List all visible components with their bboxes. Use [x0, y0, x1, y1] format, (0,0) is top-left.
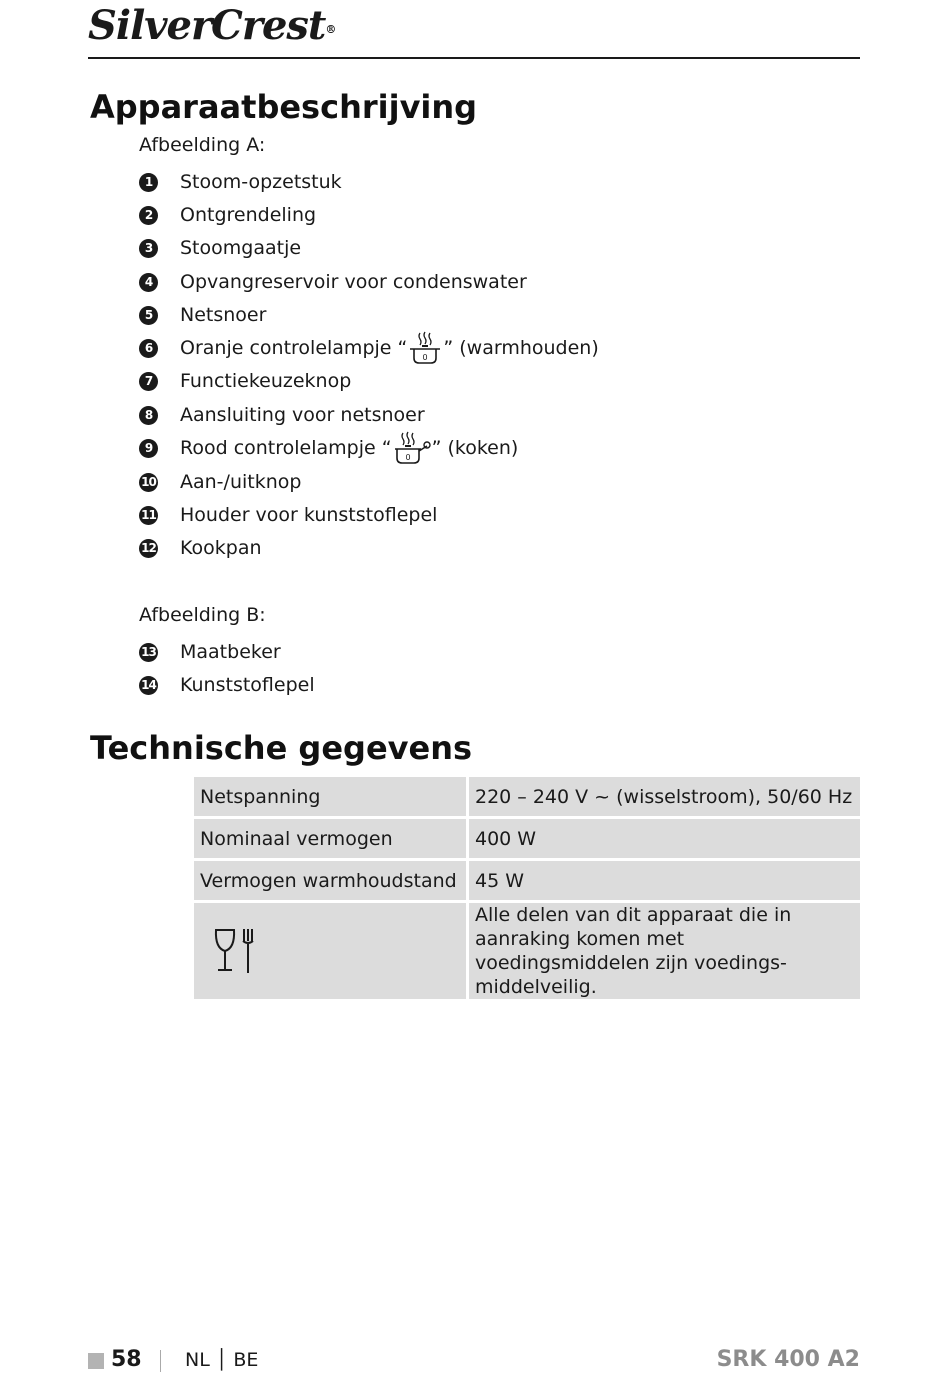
item-number: 11 [139, 506, 158, 525]
list-item [139, 502, 438, 528]
item-number: 14 [139, 676, 158, 695]
list-item [139, 402, 425, 428]
brand-logo: SilverCrest® [88, 2, 336, 49]
section-title-specs: Technische gegevens [90, 729, 473, 767]
table-row [194, 819, 860, 861]
page-square-icon [88, 1353, 104, 1369]
list-item [139, 672, 315, 698]
food-safe-cell [194, 903, 469, 999]
item-number: 6 [139, 339, 158, 358]
item-number: 2 [139, 206, 158, 225]
table-row [194, 777, 860, 819]
svg-text:0: 0 [405, 453, 411, 462]
item-label: Functiekeuzeknop [180, 370, 352, 392]
item-number: 8 [139, 406, 158, 425]
item-number: 1 [139, 173, 158, 192]
item-number: 13 [139, 643, 158, 662]
item-label: Maatbeker [180, 641, 281, 663]
list-item [139, 269, 527, 295]
model-number: SRK 400 A2 [716, 1347, 860, 1372]
list-item [139, 535, 262, 561]
list-item [139, 435, 519, 462]
item-number: 12 [139, 539, 158, 558]
list-item [139, 469, 302, 495]
list-item [139, 335, 599, 362]
figure-b-label: Afbeelding B: [139, 604, 266, 626]
item-number: 10 [139, 473, 158, 492]
food-safe-text: Alle delen van dit apparaat die in aanraking komen met voedingsmiddelen zijn voedings-middelveilig. [469, 903, 860, 999]
glass-fork-food-safe-icon [212, 926, 258, 976]
item-number: 5 [139, 306, 158, 325]
keep-warm-pot-icon [407, 331, 443, 365]
spec-key: Nominaal vermogen [194, 819, 469, 861]
list-item [139, 169, 342, 195]
page-number: 58 [111, 1347, 142, 1372]
spec-table [194, 777, 860, 999]
item-label: Netsnoer [180, 304, 267, 326]
item-label: Aansluiting voor netsnoer [180, 404, 425, 426]
page-footer [88, 1346, 860, 1376]
table-row [194, 903, 860, 999]
figure-a-label: Afbeelding A: [139, 134, 266, 156]
table-row [194, 861, 860, 903]
list-item [139, 639, 281, 665]
item-label: Stoomgaatje [180, 237, 302, 259]
spec-value: 400 W [469, 819, 860, 861]
list-item [139, 368, 352, 394]
footer-divider [160, 1350, 161, 1372]
item-label: Oranje controlelampje “ 0 ” (warmhouden) [180, 331, 599, 365]
list-item [139, 235, 302, 261]
item-number: 9 [139, 439, 158, 458]
list-item [139, 302, 267, 328]
section-title-description: Apparaatbeschrijving [90, 88, 478, 126]
spec-key: Vermogen warmhoudstand [194, 861, 469, 903]
spec-value: 45 W [469, 861, 860, 903]
item-label: Aan-/uitknop [180, 471, 302, 493]
spec-key: Netspanning [194, 777, 469, 819]
item-label: Stoom-opzetstuk [180, 171, 342, 193]
item-label: Kookpan [180, 537, 262, 559]
item-number: 4 [139, 273, 158, 292]
item-label: Kunststoflepel [180, 674, 315, 696]
cooking-pot-icon [392, 431, 432, 465]
language-label: NL │ BE [185, 1349, 259, 1371]
header-rule [88, 57, 860, 59]
item-number: 3 [139, 239, 158, 258]
item-label: Opvangreservoir voor condenswater [180, 271, 527, 293]
item-label: Rood controlelampje “ 0 ” (koken) [180, 431, 518, 465]
item-label: Houder voor kunststoflepel [180, 504, 438, 526]
item-label: Ontgrendeling [180, 204, 317, 226]
list-item [139, 202, 317, 228]
svg-text:0: 0 [422, 353, 428, 362]
spec-value: 220 – 240 V ~ (wisselstroom), 50/60 Hz [469, 777, 860, 819]
item-number: 7 [139, 372, 158, 391]
